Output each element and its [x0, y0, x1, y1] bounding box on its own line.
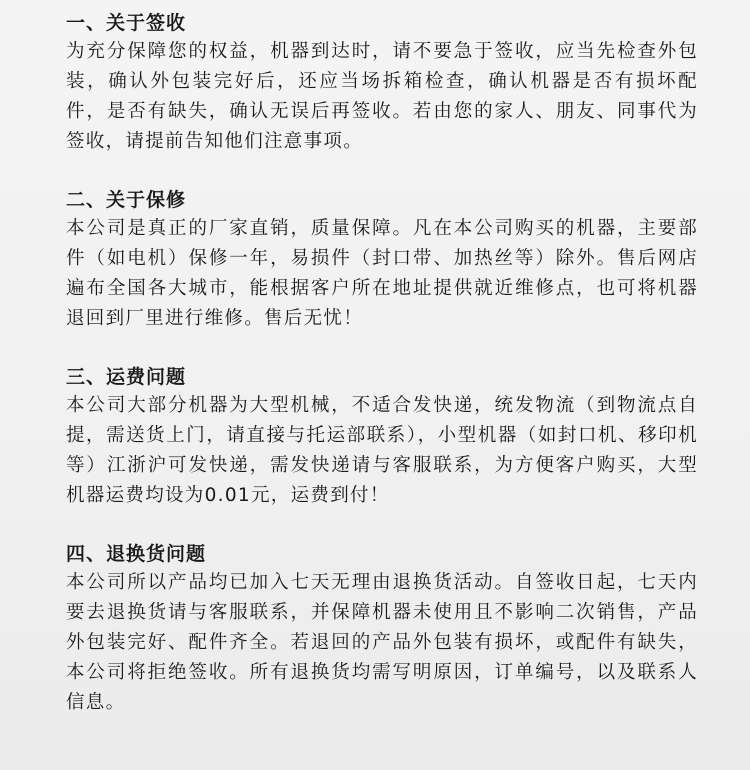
section-title: 三、运费问题: [66, 366, 187, 388]
section-title: 四、退换货问题: [66, 543, 207, 565]
section-body: 本公司所以产品均已加入七天无理由退换货活动。自签收日起，七天内要去退换货请与客服联系，并保障机器未使用且不影响二次销售，产品外包装完好、配件齐全。若退回的产品外包装有损坏，或配件有缺失，本公司将拒绝签收。所有退换货均需写明原因，订单编号，以及联系人信息。: [66, 572, 698, 713]
section-body: 本公司是真正的厂家直销，质量保障。凡在本公司购买的机器，主要部件（如电机）保修一年，易损件（封口带、加热丝等）除外。售后网店遍布全国各大城市，能根据客户所在地址提供就近维修点，也可将机器退回到厂里进行维修。售后无忧！: [66, 218, 698, 329]
section-shipping: [66, 364, 750, 511]
section-signing: [66, 10, 750, 157]
section-title: 二、关于保修: [66, 189, 187, 211]
section-returns: [66, 541, 750, 718]
section-body: 为充分保障您的权益，机器到达时，请不要急于签收，应当先检查外包装，确认外包装完好后，还应当场拆箱检查，确认机器是否有损坏配件，是否有缺失，确认无误后再签收。若由您的家人、朋友、同事代为签收，请提前告知他们注意事项。: [66, 41, 698, 152]
section-title: 一、关于签收: [66, 12, 187, 34]
section-warranty: [66, 187, 750, 334]
section-body: 本公司大部分机器为大型机械，不适合发快递，统发物流（到物流点自提，需送货上门，请直接与托运部联系），小型机器（如封口机、移印机等）江浙沪可发快递，需发快递请与客服联系，为方便客户购买，大型机器运费均设为0.01元，运费到付！: [66, 395, 698, 506]
